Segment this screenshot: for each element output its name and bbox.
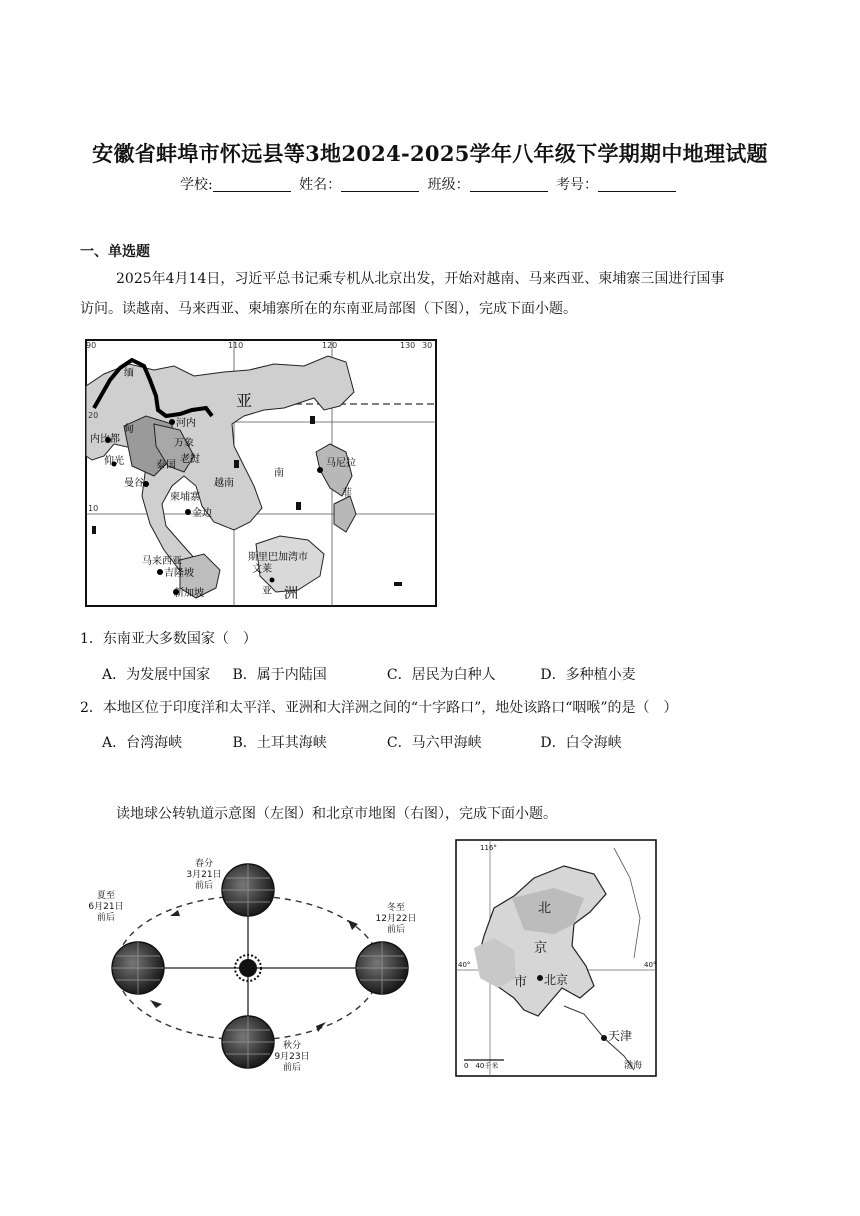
map-label-phnom-penh: 金边	[192, 508, 212, 519]
earth-summer-icon	[112, 942, 164, 994]
question-1-options	[102, 664, 636, 684]
southeast-asia-map	[84, 336, 440, 610]
lat-label: 20	[88, 411, 99, 420]
school-blank[interactable]	[213, 177, 291, 192]
lon-label: 30	[422, 341, 433, 350]
map-label-bohai: 渤海	[624, 1061, 643, 1071]
map-label-manila: 马尼拉	[326, 458, 356, 469]
intro-paragraph-2	[80, 799, 784, 829]
map-label-yangon: 仰光	[104, 456, 124, 467]
map-label-bei: 北	[538, 901, 552, 916]
intro-paragraph-1	[80, 264, 784, 324]
student-info-line	[0, 174, 860, 194]
spring-equinox-date: 3月21日	[186, 870, 222, 880]
earth-orbit-diagram	[80, 850, 440, 1080]
map-label-asia: 亚	[236, 391, 253, 410]
beijing-map	[454, 838, 660, 1078]
q2-option-b[interactable]: B．土耳其海峡	[232, 735, 327, 751]
winter-solstice-date: 12月22日	[375, 914, 417, 924]
map-label-laos: 老挝	[180, 454, 200, 465]
map-label-shi: 市	[514, 975, 528, 990]
lat-label-40: 40°	[458, 961, 471, 969]
map-label-tianjin: 天津	[608, 1029, 633, 1043]
lat-label: 10	[88, 504, 99, 513]
map-label-bangkok: 曼谷	[124, 478, 144, 489]
question-1-stem: 1．东南亚大多数国家（ ）	[80, 631, 257, 647]
class-label: 班级：	[427, 177, 470, 193]
spring-equinox-label: 春分	[194, 859, 214, 869]
earth-autumn-icon	[222, 1016, 274, 1068]
lon-label-116: 116°	[480, 844, 497, 852]
map-label-naypyidaw: 内比都	[90, 434, 120, 445]
paper-title: 安徽省蚌埠市怀远县等3地2024-2025学年八年级下学期期中地理试题	[92, 141, 768, 166]
q1-option-c[interactable]: C．居民为白种人	[386, 667, 496, 683]
lon-label: 110	[228, 341, 244, 350]
school-label: 学校:	[179, 177, 213, 193]
map-label-philippines: 菲	[342, 488, 352, 499]
map-label-zhou: 洲	[284, 586, 298, 602]
q2-option-d[interactable]: D．白令海峡	[540, 735, 622, 751]
q1-option-a[interactable]: A．为发展中国家	[102, 667, 211, 683]
class-blank[interactable]	[470, 177, 548, 192]
spring-equinox-near: 前后	[194, 881, 214, 891]
question-2-stem: 2．本地区位于印度洋和太平洋、亚洲和大洋洲之间的“十字路口”，地处该路口“咽喉”的是（ ）	[80, 700, 678, 716]
map-label-south-sea: 南	[274, 468, 284, 479]
question-2-options	[102, 732, 622, 752]
summer-solstice-near: 前后	[96, 913, 116, 923]
earth-spring-icon	[222, 864, 274, 916]
map-label-malaysia: 马来西亚	[142, 556, 182, 567]
map-label-thailand: 泰国	[156, 460, 176, 471]
section-heading: 一、单选题	[80, 244, 150, 260]
intro-line-1: 2025年4月14日，习近平总书记乘专机从北京出发，开始对越南、马来西亚、柬埔寨三国进行国事	[116, 271, 725, 287]
name-label: 姓名：	[299, 177, 342, 193]
intro-line-2: 访问。读越南、马来西亚、柬埔寨所在的东南亚局部图（下图），完成下面小题。	[80, 301, 577, 317]
map-label-dian: 甸	[124, 424, 134, 435]
autumn-equinox-label: 秋分	[282, 1041, 302, 1051]
map-label-vientiane: 万象	[174, 438, 194, 449]
intro-2-text: 读地球公转轨道示意图（左图）和北京市地图（右图），完成下面小题。	[116, 806, 557, 822]
name-blank[interactable]	[341, 177, 419, 192]
lat-label-40-right: 40°	[644, 961, 657, 969]
map-label-bandar-seri-begawan: 斯里巴加湾市	[248, 552, 308, 563]
lon-label: 130	[400, 341, 416, 350]
map-label-hanoi: 河内	[176, 418, 196, 429]
autumn-equinox-date: 9月23日	[274, 1052, 310, 1062]
map-label-asia-2: 亚	[262, 586, 272, 597]
summer-solstice-date: 6月21日	[88, 902, 124, 912]
map-label-vietnam: 越南	[214, 478, 234, 489]
exam-number-label: 考号：	[556, 177, 599, 193]
lon-label: 90	[86, 341, 97, 350]
map-label-singapore: 新加坡	[174, 588, 204, 599]
q2-option-c[interactable]: C．马六甲海峡	[386, 735, 482, 751]
q2-option-a[interactable]: A．台湾海峡	[102, 735, 183, 751]
map-label-cambodia: 柬埔寨	[170, 492, 200, 503]
map-label-jing: 京	[534, 941, 548, 956]
exam-number-blank[interactable]	[598, 177, 676, 192]
map-scale: 0 40千米	[464, 1062, 499, 1070]
map-label-brunei: 文莱	[252, 564, 272, 575]
map-label-burma: 缅	[124, 368, 134, 379]
earth-winter-icon	[356, 942, 408, 994]
winter-solstice-label: 冬至	[386, 903, 406, 913]
map-label-beijing: 北京	[544, 973, 569, 987]
lon-label: 120	[322, 341, 338, 350]
map-label-kuala-lumpur: 吉隆坡	[164, 568, 194, 579]
q1-option-d[interactable]: D．多种植小麦	[540, 667, 636, 683]
autumn-equinox-near: 前后	[282, 1063, 302, 1073]
winter-solstice-near: 前后	[386, 925, 406, 935]
q1-option-b[interactable]: B．属于内陆国	[232, 667, 327, 683]
summer-solstice-label: 夏至	[96, 891, 116, 901]
